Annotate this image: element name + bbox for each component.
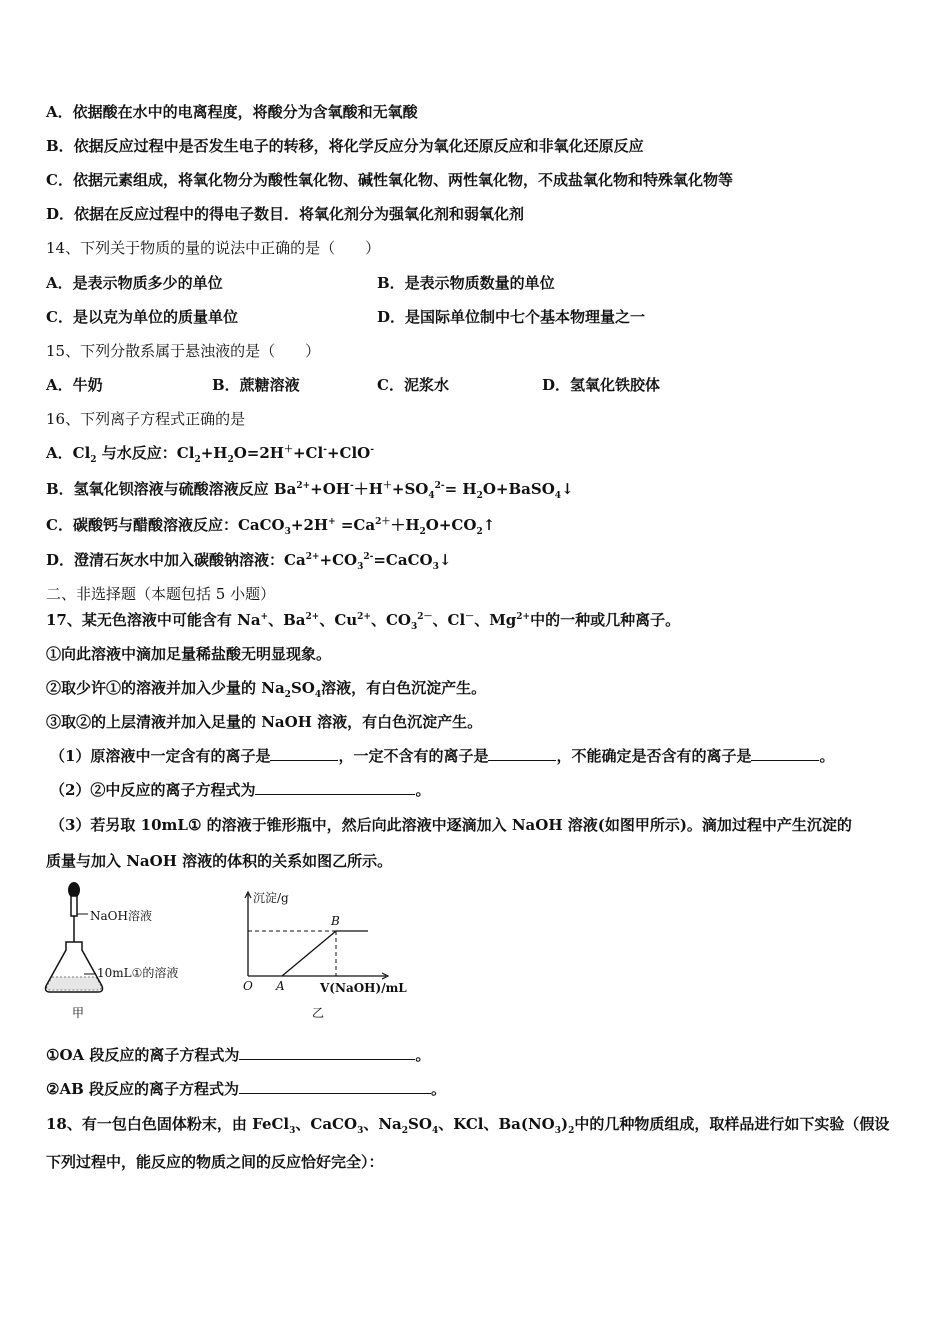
figure-jia-apparatus: [44, 880, 214, 1020]
q15-stem: 15、下列分散系属于悬浊液的是（ ）: [46, 342, 321, 360]
answer-blank-ab-equation[interactable]: [239, 1079, 431, 1094]
q17-stem: 17、某无色溶液中可能含有 Na+、$Ba^{2+}$、$Cu^{2+}$、$CO_3^{2-}$、Cl－、$Mg^{2+}$中的一种或几种离子。: [46, 611, 681, 632]
q16-b-text: B．氢氧化钡溶液与硫酸溶液反应: [46, 480, 274, 498]
q14-option-c: C．是以克为单位的质量单位: [46, 308, 238, 326]
q16-a-prefix: A．: [46, 444, 73, 462]
q17-oa-text: ①OA 段反应的离子方程式为: [46, 1046, 240, 1064]
q18-line-1-suffix: 中的几种物质组成，取样品进行如下实验（假设: [574, 1115, 890, 1133]
q16-a-text: 与水反应：: [101, 444, 177, 462]
q13-option-b: B．依据反应过程中是否发生电子的转移，将化学反应分为氧化还原反应和非氧化还原反应: [46, 137, 644, 155]
q17-part-1-text-c: ，不能确定是否含有的离子是: [556, 747, 752, 765]
q14-option-a: A．是表示物质多少的单位: [46, 274, 223, 292]
q17-ab-end: 。: [431, 1080, 447, 1098]
answer-blank-uncertain-ions[interactable]: [751, 746, 819, 761]
q17-part-1-text-b: ，一定不含有的离子是: [338, 747, 489, 765]
figure-jia-dropper-label: NaOH溶液: [90, 909, 152, 923]
q17-part-2: [50, 780, 430, 800]
q14-option-d: D．是国际单位制中七个基本物理量之一: [377, 308, 646, 326]
figure-yi-origin: O: [243, 979, 253, 993]
answer-blank-oa-equation[interactable]: [239, 1045, 415, 1060]
figure-jia-flask-label: 10mL①的溶液: [97, 966, 179, 980]
q18-line-1: 18、有一包白色固体粉末，由 FeCl$_3$、CaCO$_3$、$Na_2SO_4$、KCl、$Ba(NO_3)_2$中的几种物质组成，取样品进行如下实验（假设: [46, 1115, 890, 1136]
dropper-tube: [71, 896, 77, 916]
q15-option-d: D．氢氧化铁胶体: [542, 376, 661, 394]
q17-oa-end: 。: [415, 1046, 431, 1064]
q17-step-3: ③取②的上层清液并加入足量的 NaOH 溶液，有白色沉淀产生。: [46, 713, 483, 731]
q17-stem-suffix: 中的一种或几种离子。: [530, 611, 681, 629]
q16-option-d: D．澄清石灰水中加入碳酸钠溶液：$Ca^{2+}+CO_3^{2-}=CaCO_3↓$: [46, 551, 452, 572]
q18-line-2: 下列过程中，能反应的物质之间的反应恰好完全）：: [46, 1153, 384, 1171]
q16-option-a: A．$Cl_2$ 与水反应：$Cl_2+H_2O=2H^++Cl^-+ClO^-$: [46, 444, 374, 465]
q15-option-a: A．牛奶: [46, 376, 103, 394]
q16-stem: 16、下列离子方程式正确的是: [46, 410, 246, 428]
q15-option-c: C．泥浆水: [377, 376, 449, 394]
figure-yi-xlabel: V(NaOH)/mL: [320, 981, 407, 995]
figure-jia-caption: 甲: [72, 1006, 85, 1020]
q17-part-1-text-a: （1）原溶液中一定含有的离子是: [50, 747, 271, 765]
q13-option-a: A．依据酸在水中的电离程度，将酸分为含氧酸和无氧酸: [46, 103, 418, 121]
q17-step-2-prefix: ②取少许①的溶液并加入少量的: [46, 679, 262, 697]
q17-part-3-line-2: 质量与加入 NaOH 溶液的体积的关系如图乙所示。: [46, 852, 393, 870]
q14-stem: 14、下列关于物质的量的说法中正确的是（ ）: [46, 239, 381, 257]
answer-blank-definite-ions[interactable]: [270, 746, 338, 761]
q16-d-text: D．澄清石灰水中加入碳酸钠溶液：: [46, 551, 285, 569]
figure-yi-point-a: A: [276, 979, 285, 993]
answer-blank-absent-ions[interactable]: [488, 746, 556, 761]
q13-option-d: D．依据在反应过程中的得电子数目．将氧化剂分为强氧化剂和弱氧化剂: [46, 205, 525, 223]
q17-part-2-text: （2）②中反应的离子方程式为: [50, 781, 256, 799]
q13-option-c: C．依据元素组成，将氧化物分为酸性氧化物、碱性氧化物、两性氧化物，不成盐氧化物和特殊氧化物等: [46, 171, 733, 189]
q14-option-b: B．是表示物质数量的单位: [377, 274, 555, 292]
flask-solution: [47, 977, 101, 990]
q16-option-b: B．氢氧化钡溶液与硫酸溶液反应 $Ba^{2+}+OH^-+H^++SO_4^{2-}=$ $H_2O+BaSO_4↓$: [46, 480, 574, 501]
q17-oa: [46, 1045, 430, 1065]
q17-ab: [46, 1079, 446, 1099]
q17-part-1: [50, 746, 835, 766]
q17-part-2-end: 。: [415, 781, 431, 799]
answer-blank-step2-equation[interactable]: [255, 780, 415, 795]
q18-line-1-prefix: 18、有一包白色固体粉末，由: [46, 1115, 253, 1133]
q17-step-2-suffix: 溶液，有白色沉淀产生。: [321, 679, 487, 697]
figure-yi-caption: 乙: [312, 1006, 325, 1020]
figure-yi-point-b: B: [331, 914, 340, 928]
q17-ab-text: ②AB 段反应的离子方程式为: [46, 1080, 239, 1098]
section-two-heading: 二、非选择题（本题包括 5 小题）: [46, 585, 276, 603]
figure-yi-ylabel: 沉淀/g: [253, 891, 289, 905]
ab-segment: [282, 931, 336, 976]
q17-part-3-line-1: （3）若另取 10mL① 的溶液于锥形瓶中，然后向此溶液中逐滴加入 NaOH 溶液(如图甲所示)。滴加过程中产生沉淀的: [50, 816, 852, 834]
q16-c-text: C．碳酸钙与醋酸溶液反应：: [46, 516, 238, 534]
q16-option-c: C．碳酸钙与醋酸溶液反应：CaCO$_3$+2H+ $=Ca^{2+}+H_2O+CO_2↑$: [46, 516, 496, 537]
q17-step-1: ①向此溶液中滴加足量稀盐酸无明显现象。: [46, 645, 332, 663]
q17-part-1-end: 。: [819, 747, 835, 765]
q17-stem-prefix: 17、某无色溶液中可能含有: [46, 611, 238, 629]
q17-step-2: ②取少许①的溶液并加入少量的 $Na_2SO_4$溶液，有白色沉淀产生。: [46, 679, 487, 700]
q15-option-b: B．蔗糖溶液: [212, 376, 300, 394]
